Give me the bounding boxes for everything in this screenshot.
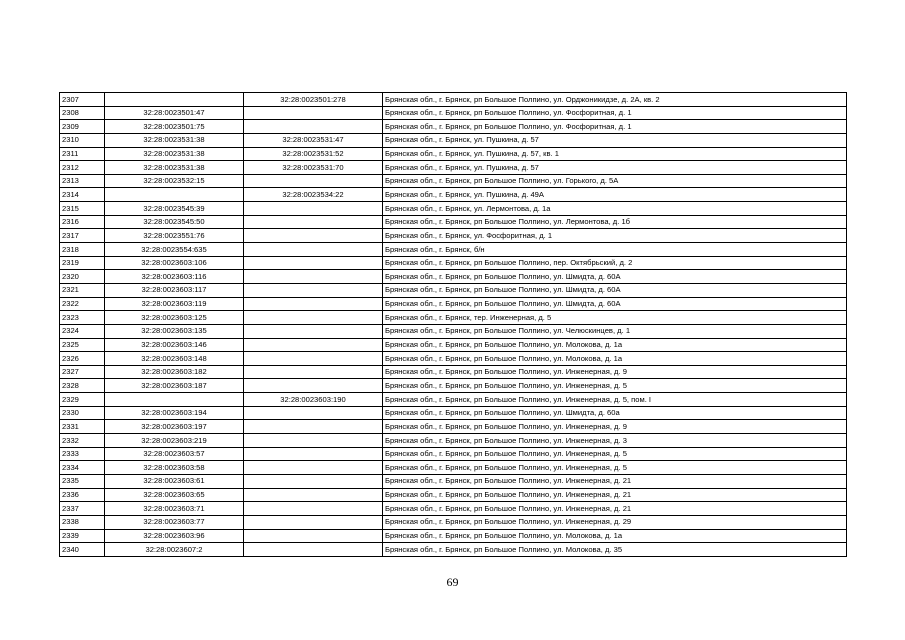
row-number-cell: 2311 (60, 147, 105, 161)
land-cadastral-number-cell: 32:28:0023531:38 (105, 133, 244, 147)
building-cadastral-number-cell (244, 256, 383, 270)
land-cadastral-number-cell: 32:28:0023603:58 (105, 461, 244, 475)
row-number-cell: 2337 (60, 502, 105, 516)
table-row (60, 106, 847, 120)
address-cell: Брянская обл., г. Брянск, рп Большое Полпино, ул. Молокова, д. 1а (383, 338, 847, 352)
table-row (60, 93, 847, 107)
land-cadastral-number-cell: 32:28:0023603:197 (105, 420, 244, 434)
land-cadastral-number-cell: 32:28:0023603:135 (105, 324, 244, 338)
building-cadastral-number-cell (244, 106, 383, 120)
table-row (60, 270, 847, 284)
land-cadastral-number-cell (105, 93, 244, 107)
land-cadastral-number-cell: 32:28:0023545:39 (105, 202, 244, 216)
building-cadastral-number-cell (244, 543, 383, 557)
land-cadastral-number-cell: 32:28:0023603:119 (105, 297, 244, 311)
row-number-cell: 2309 (60, 120, 105, 134)
table-row (60, 311, 847, 325)
building-cadastral-number-cell (244, 229, 383, 243)
address-cell: Брянская обл., г. Брянск, рп Большое Полпино, ул. Инженерная, д. 29 (383, 515, 847, 529)
table-row (60, 502, 847, 516)
table-row (60, 420, 847, 434)
building-cadastral-number-cell (244, 529, 383, 543)
table-row (60, 365, 847, 379)
row-number-cell: 2318 (60, 243, 105, 257)
row-number-cell: 2308 (60, 106, 105, 120)
row-number-cell: 2335 (60, 474, 105, 488)
row-number-cell: 2331 (60, 420, 105, 434)
building-cadastral-number-cell (244, 270, 383, 284)
address-cell: Брянская обл., г. Брянск, рп Большое Полпино, ул. Горького, д. 5А (383, 174, 847, 188)
table-row (60, 324, 847, 338)
building-cadastral-number-cell (244, 297, 383, 311)
land-cadastral-number-cell: 32:28:0023545:50 (105, 215, 244, 229)
building-cadastral-number-cell (244, 474, 383, 488)
table-row (60, 161, 847, 175)
table-row (60, 529, 847, 543)
row-number-cell: 2317 (60, 229, 105, 243)
building-cadastral-number-cell: 32:28:0023531:47 (244, 133, 383, 147)
table-row (60, 147, 847, 161)
address-cell: Брянская обл., г. Брянск, рп Большое Полпино, ул. Лермонтова, д. 1б (383, 215, 847, 229)
land-cadastral-number-cell: 32:28:0023603:194 (105, 406, 244, 420)
land-cadastral-number-cell: 32:28:0023603:57 (105, 447, 244, 461)
registry-table-body (60, 93, 847, 557)
address-cell: Брянская обл., г. Брянск, рп Большое Полпино, ул. Инженерная, д. 5 (383, 447, 847, 461)
row-number-cell: 2315 (60, 202, 105, 216)
building-cadastral-number-cell (244, 324, 383, 338)
row-number-cell: 2321 (60, 283, 105, 297)
building-cadastral-number-cell (244, 215, 383, 229)
table-row (60, 434, 847, 448)
building-cadastral-number-cell (244, 311, 383, 325)
table-row (60, 406, 847, 420)
land-cadastral-number-cell: 32:28:0023554:635 (105, 243, 244, 257)
land-cadastral-number-cell: 32:28:0023603:116 (105, 270, 244, 284)
table-row (60, 120, 847, 134)
address-cell: Брянская обл., г. Брянск, рп Большое Полпино, ул. Шмидта, д. 60А (383, 297, 847, 311)
address-cell: Брянская обл., г. Брянск, рп Большое Полпино, пер. Октябрьский, д. 2 (383, 256, 847, 270)
building-cadastral-number-cell (244, 488, 383, 502)
building-cadastral-number-cell (244, 461, 383, 475)
address-cell: Брянская обл., г. Брянск, ул. Пушкина, д. 57 (383, 133, 847, 147)
row-number-cell: 2325 (60, 338, 105, 352)
address-cell: Брянская обл., г. Брянск, тер. Инженерная, д. 5 (383, 311, 847, 325)
table-row (60, 447, 847, 461)
building-cadastral-number-cell (244, 283, 383, 297)
address-cell: Брянская обл., г. Брянск, рп Большое Полпино, ул. Инженерная, д. 9 (383, 420, 847, 434)
row-number-cell: 2316 (60, 215, 105, 229)
row-number-cell: 2312 (60, 161, 105, 175)
row-number-cell: 2323 (60, 311, 105, 325)
address-cell: Брянская обл., г. Брянск, рп Большое Полпино, ул. Шмидта, д. 60А (383, 283, 847, 297)
building-cadastral-number-cell (244, 434, 383, 448)
table-row (60, 352, 847, 366)
address-cell: Брянская обл., г. Брянск, рп Большое Полпино, ул. Фосфоритная, д. 1 (383, 120, 847, 134)
address-cell: Брянская обл., г. Брянск, рп Большое Полпино, ул. Шмидта, д. 60А (383, 270, 847, 284)
land-cadastral-number-cell: 32:28:0023501:47 (105, 106, 244, 120)
land-cadastral-number-cell: 32:28:0023603:148 (105, 352, 244, 366)
address-cell: Брянская обл., г. Брянск, ул. Фосфоритная, д. 1 (383, 229, 847, 243)
land-cadastral-number-cell: 32:28:0023603:71 (105, 502, 244, 516)
row-number-cell: 2329 (60, 393, 105, 407)
row-number-cell: 2327 (60, 365, 105, 379)
address-cell: Брянская обл., г. Брянск, рп Большое Полпино, ул. Инженерная, д. 5 (383, 379, 847, 393)
address-cell: Брянская обл., г. Брянск, б/н (383, 243, 847, 257)
address-cell: Брянская обл., г. Брянск, ул. Пушкина, д. 57, кв. 1 (383, 147, 847, 161)
land-cadastral-number-cell: 32:28:0023603:187 (105, 379, 244, 393)
row-number-cell: 2338 (60, 515, 105, 529)
address-cell: Брянская обл., г. Брянск, ул. Лермонтова, д. 1а (383, 202, 847, 216)
building-cadastral-number-cell (244, 338, 383, 352)
land-cadastral-number-cell: 32:28:0023603:106 (105, 256, 244, 270)
table-row (60, 283, 847, 297)
row-number-cell: 2313 (60, 174, 105, 188)
land-cadastral-number-cell: 32:28:0023531:38 (105, 147, 244, 161)
address-cell: Брянская обл., г. Брянск, рп Большое Полпино, ул. Инженерная, д. 21 (383, 488, 847, 502)
page-number: 69 (446, 575, 459, 589)
land-cadastral-number-cell: 32:28:0023603:77 (105, 515, 244, 529)
row-number-cell: 2334 (60, 461, 105, 475)
address-cell: Брянская обл., г. Брянск, рп Большое Полпино, ул. Инженерная, д. 5, пом. I (383, 393, 847, 407)
table-row (60, 461, 847, 475)
building-cadastral-number-cell (244, 352, 383, 366)
land-cadastral-number-cell: 32:28:0023603:125 (105, 311, 244, 325)
table-row (60, 297, 847, 311)
building-cadastral-number-cell: 32:28:0023531:52 (244, 147, 383, 161)
table-row (60, 243, 847, 257)
building-cadastral-number-cell (244, 406, 383, 420)
land-cadastral-number-cell: 32:28:0023501:75 (105, 120, 244, 134)
row-number-cell: 2322 (60, 297, 105, 311)
table-row (60, 229, 847, 243)
address-cell: Брянская обл., г. Брянск, рп Большое Полпино, ул. Молокова, д. 1а (383, 352, 847, 366)
address-cell: Брянская обл., г. Брянск, рп Большое Полпино, ул. Молокова, д. 1а (383, 529, 847, 543)
land-cadastral-number-cell: 32:28:0023551:76 (105, 229, 244, 243)
building-cadastral-number-cell (244, 120, 383, 134)
land-cadastral-number-cell: 32:28:0023603:117 (105, 283, 244, 297)
row-number-cell: 2330 (60, 406, 105, 420)
row-number-cell: 2320 (60, 270, 105, 284)
table-row (60, 202, 847, 216)
building-cadastral-number-cell: 32:28:0023534:22 (244, 188, 383, 202)
row-number-cell: 2324 (60, 324, 105, 338)
land-cadastral-number-cell: 32:28:0023603:219 (105, 434, 244, 448)
address-cell: Брянская обл., г. Брянск, рп Большое Полпино, ул. Инженерная, д. 9 (383, 365, 847, 379)
land-cadastral-number-cell: 32:28:0023607:2 (105, 543, 244, 557)
address-cell: Брянская обл., г. Брянск, рп Большое Полпино, ул. Фосфоритная, д. 1 (383, 106, 847, 120)
land-cadastral-number-cell: 32:28:0023531:38 (105, 161, 244, 175)
row-number-cell: 2333 (60, 447, 105, 461)
row-number-cell: 2307 (60, 93, 105, 107)
land-cadastral-number-cell: 32:28:0023603:96 (105, 529, 244, 543)
land-cadastral-number-cell: 32:28:0023603:182 (105, 365, 244, 379)
table-row (60, 188, 847, 202)
row-number-cell: 2332 (60, 434, 105, 448)
address-cell: Брянская обл., г. Брянск, рп Большое Полпино, ул. Орджоникидзе, д. 2А, кв. 2 (383, 93, 847, 107)
table-row (60, 543, 847, 557)
building-cadastral-number-cell (244, 243, 383, 257)
row-number-cell: 2310 (60, 133, 105, 147)
row-number-cell: 2328 (60, 379, 105, 393)
land-cadastral-number-cell (105, 188, 244, 202)
land-cadastral-number-cell: 32:28:0023532:15 (105, 174, 244, 188)
building-cadastral-number-cell (244, 174, 383, 188)
table-row (60, 215, 847, 229)
land-cadastral-number-cell: 32:28:0023603:146 (105, 338, 244, 352)
table-row (60, 488, 847, 502)
table-row (60, 393, 847, 407)
row-number-cell: 2340 (60, 543, 105, 557)
row-number-cell: 2314 (60, 188, 105, 202)
table-row (60, 474, 847, 488)
building-cadastral-number-cell (244, 502, 383, 516)
building-cadastral-number-cell (244, 365, 383, 379)
address-cell: Брянская обл., г. Брянск, ул. Пушкина, д. 57 (383, 161, 847, 175)
address-cell: Брянская обл., г. Брянск, рп Большое Полпино, ул. Челюскинцев, д. 1 (383, 324, 847, 338)
land-cadastral-number-cell (105, 393, 244, 407)
table-row (60, 379, 847, 393)
building-cadastral-number-cell (244, 202, 383, 216)
building-cadastral-number-cell (244, 379, 383, 393)
address-cell: Брянская обл., г. Брянск, ул. Пушкина, д. 49А (383, 188, 847, 202)
building-cadastral-number-cell (244, 515, 383, 529)
address-cell: Брянская обл., г. Брянск, рп Большое Полпино, ул. Инженерная, д. 5 (383, 461, 847, 475)
row-number-cell: 2326 (60, 352, 105, 366)
table-row (60, 174, 847, 188)
address-cell: Брянская обл., г. Брянск, рп Большое Полпино, ул. Шмидта, д. 60а (383, 406, 847, 420)
table-row (60, 133, 847, 147)
table-row (60, 256, 847, 270)
address-cell: Брянская обл., г. Брянск, рп Большое Полпино, ул. Инженерная, д. 21 (383, 474, 847, 488)
building-cadastral-number-cell (244, 420, 383, 434)
building-cadastral-number-cell (244, 447, 383, 461)
land-cadastral-number-cell: 32:28:0023603:61 (105, 474, 244, 488)
property-registry-table (59, 92, 847, 557)
row-number-cell: 2336 (60, 488, 105, 502)
row-number-cell: 2319 (60, 256, 105, 270)
land-cadastral-number-cell: 32:28:0023603:65 (105, 488, 244, 502)
building-cadastral-number-cell: 32:28:0023501:278 (244, 93, 383, 107)
address-cell: Брянская обл., г. Брянск, рп Большое Полпино, ул. Молокова, д. 35 (383, 543, 847, 557)
building-cadastral-number-cell: 32:28:0023603:190 (244, 393, 383, 407)
address-cell: Брянская обл., г. Брянск, рп Большое Полпино, ул. Инженерная, д. 3 (383, 434, 847, 448)
building-cadastral-number-cell: 32:28:0023531:70 (244, 161, 383, 175)
address-cell: Брянская обл., г. Брянск, рп Большое Полпино, ул. Инженерная, д. 21 (383, 502, 847, 516)
table-row (60, 515, 847, 529)
row-number-cell: 2339 (60, 529, 105, 543)
table-row (60, 338, 847, 352)
